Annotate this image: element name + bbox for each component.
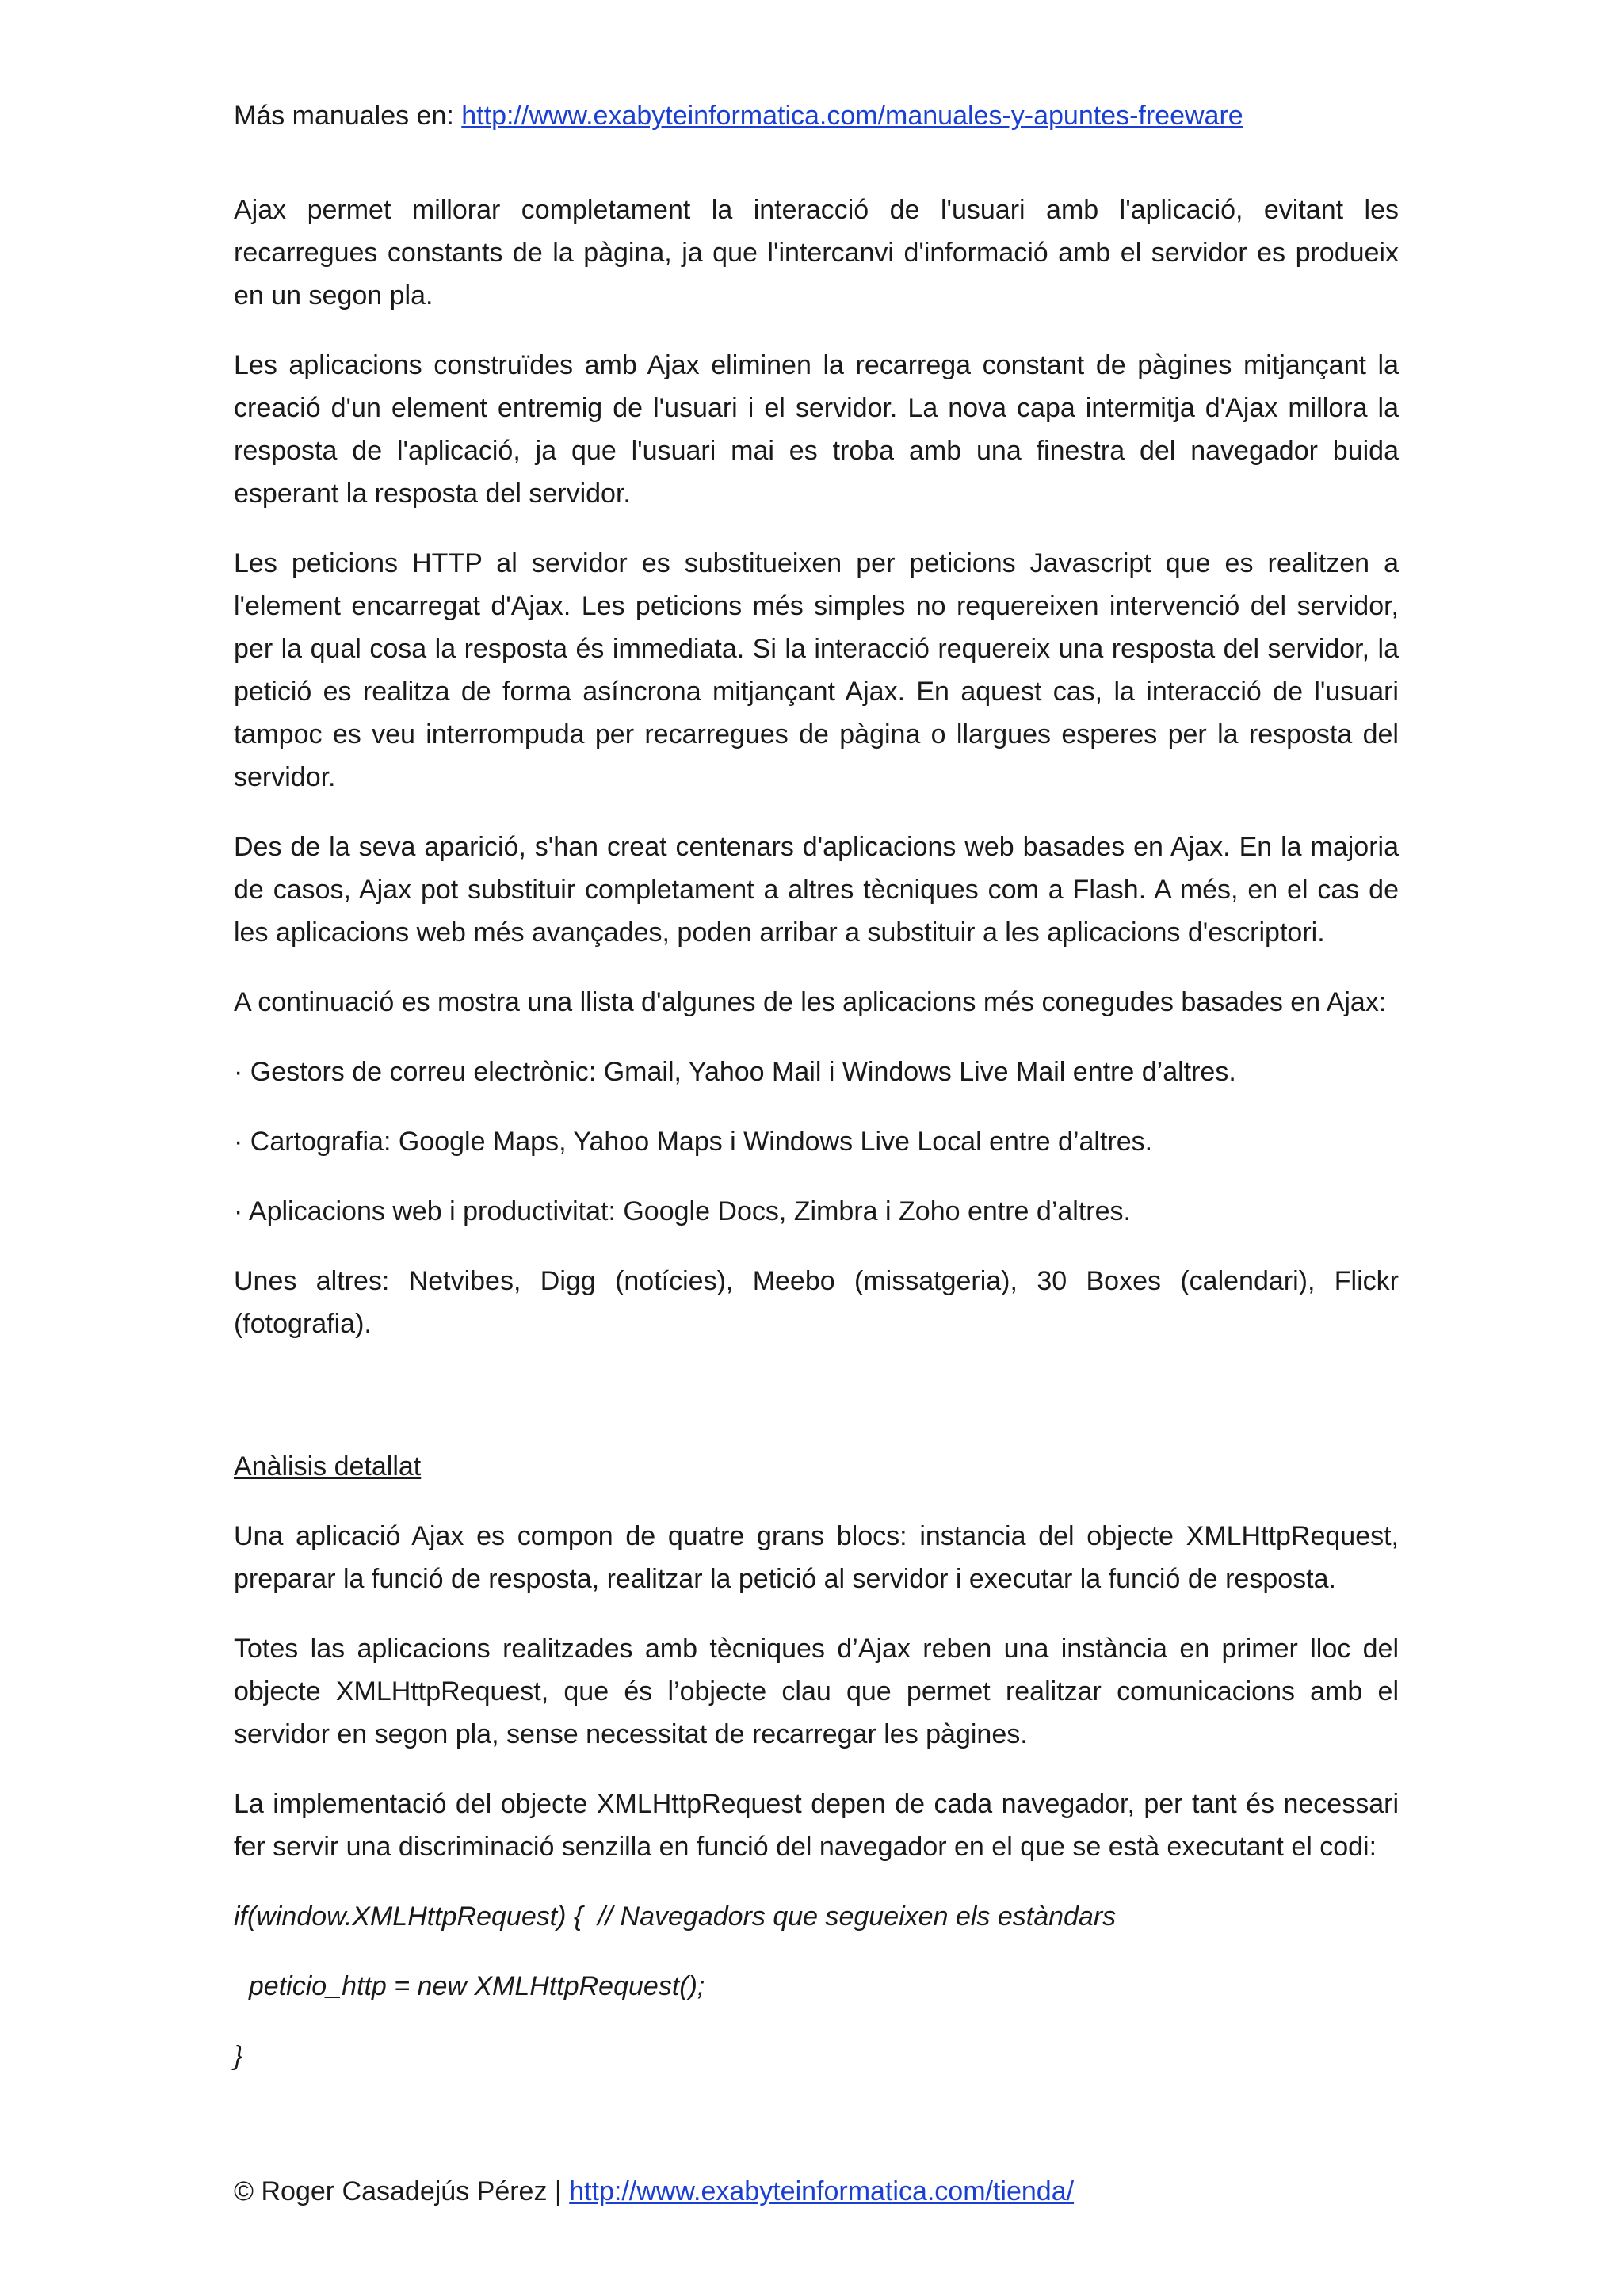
paragraph-blocks: Una aplicació Ajax es compon de quatre grans blocs: instancia del objecte XMLHttpRequest, preparar la funció de resposta, realitzar la petició al servidor i executar la funció de resposta.: [234, 1521, 1399, 1594]
page-footer: [234, 2171, 1399, 2212]
paragraph-intro: Ajax permet millorar completament la interacció de l'usuari amb l'aplicació, evitant les recarregues constants de la pàgina, ja que l'intercanvi d'informació amb el servidor es produeix en un segon pla.: [234, 195, 1399, 311]
list-item: · Cartografia: Google Maps, Yahoo Maps i Windows Live Local entre d’altres.: [234, 1127, 1153, 1157]
code-line: if(window.XMLHttpRequest) { // Navegadors que segueixen els estàndars: [234, 1901, 1117, 1932]
paragraph-history: Des de la seva aparició, s'han creat centenars d'aplicacions web basades en Ajax. En la majoria de casos, Ajax pot substituir completament a altres tècniques com a Flash. A més, en el cas de les aplicacions web més avançades, poden arribar a substituir a les aplicacions d'escriptori.: [234, 832, 1399, 948]
paragraph-http-requests: Les peticions HTTP al servidor es substitueixen per peticions Javascript que es realitzen a l'element encarregat d'Ajax. Les peticions més simples no requereixen intervenció del servidor, per la qual cosa la resposta és immediata. Si la interacció requereix una resposta del servidor, la petició es realitza de forma asíncrona mitjançant Ajax. En aquest cas, la interacció de l'usuari tampoc es veu interrompuda per recarregues de pàgina o llargues esperes per la resposta del servidor.: [234, 548, 1399, 792]
footer-copyright: © Roger Casadejús Pérez |: [234, 2176, 570, 2206]
document-body: [234, 189, 1399, 2104]
paragraph-xmlhttprequest: Totes las aplicacions realitzades amb tècniques d’Ajax reben una instància en primer lloc del objecte XMLHttpRequest, que és l’objecte clau que permet realitzar comunicacions amb el servidor en segon pla, sense necessitat de recarregar les pàgines.: [234, 1634, 1399, 1749]
section-heading: Anàlisis detallat: [234, 1451, 422, 1482]
paragraph-applications: Les aplicacions construïdes amb Ajax eliminen la recarrega constant de pàgines mitjançant la creació d'un element entremig de l'usuari i el servidor. La nova capa intermitja d'Ajax millora la resposta de l'aplicació, ja que l'usuari mai es troba amb una finestra del navegador buida esperant la resposta del servidor.: [234, 350, 1399, 509]
footer-link[interactable]: http://www.exabyteinformatica.com/tienda/: [569, 2176, 1075, 2206]
code-line: }: [234, 2041, 243, 2071]
code-line: peticio_http = new XMLHttpRequest();: [234, 1971, 705, 2001]
page-header: [234, 95, 1399, 136]
header-link[interactable]: http://www.exabyteinformatica.com/manuales-y-apuntes-freeware: [461, 101, 1243, 131]
paragraph-list-intro: A continuació es mostra una llista d'algunes de les aplicacions més conegudes basades en Ajax:: [234, 987, 1387, 1017]
list-item: · Aplicacions web i productivitat: Google Docs, Zimbra i Zoho entre d’altres.: [234, 1196, 1131, 1226]
header-prefix: Más manuales en:: [234, 101, 462, 131]
section-spacer: [234, 1372, 1399, 1445]
paragraph-others: Unes altres: Netvibes, Digg (notícies), Meebo (missatgeria), 30 Boxes (calendari), Flickr (fotografia).: [234, 1266, 1399, 1339]
paragraph-implementation: La implementació del objecte XMLHttpRequest depen de cada navegador, per tant és necessari fer servir una discriminació senzilla en funció del navegador en el que se està executant el codi:: [234, 1789, 1399, 1862]
list-item: · Gestors de correu electrònic: Gmail, Yahoo Mail i Windows Live Mail entre d’altres.: [234, 1057, 1236, 1087]
